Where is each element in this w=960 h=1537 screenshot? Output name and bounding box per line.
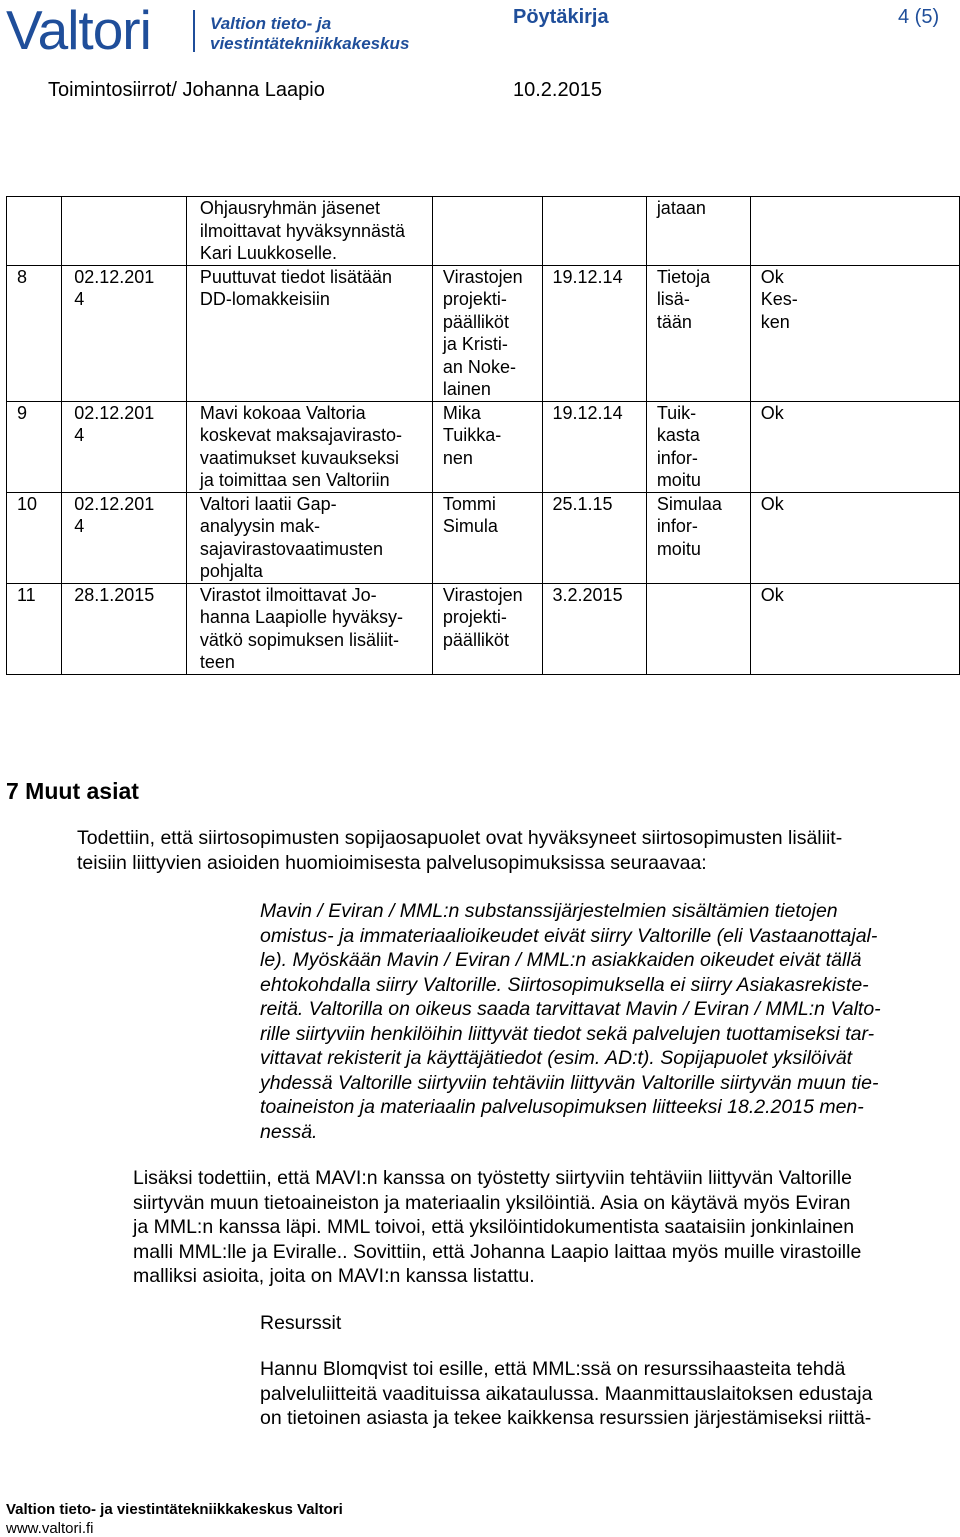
text-line: on tietoinen asiasta ja tekee kaikkensa resurssien järjestämiseksi riittä- [260, 1407, 872, 1429]
cell-text-line: päälliköt [442, 311, 509, 332]
deadline-cell [542, 401, 646, 492]
quoted-agreement-paragraph [260, 899, 881, 1144]
text-line: palveluliitteitä vaadituissa aikataulussa. Maanmittauslaitoksen edustaja [260, 1382, 873, 1405]
cell-text-line: Virastojen [442, 584, 523, 605]
row-number-cell [7, 197, 62, 266]
row-number-cell [7, 265, 62, 401]
text-line: ja MML:n kanssa läpi. MML toivoi, että yksilöintidokumentista saataisiin jonkinlainen [133, 1216, 855, 1238]
cell-text-line: infor- [656, 447, 698, 468]
cell-text-line: 02.12.201 [74, 402, 155, 423]
footer-website-link[interactable]: www.valtori.fi [6, 1520, 94, 1537]
text-line: Todettiin, että siirtosopimusten sopijaosapuolet ovat hyväksyneet siirtosopimusten lisäliit- [77, 827, 843, 849]
cell-text-line: Virastot ilmoittavat Jo- [199, 584, 377, 605]
resources-paragraph [260, 1357, 872, 1431]
text-line: rille siirtyviin henkilöihin liittyvät tiedot sekä palvelujen tuottamiseksi tar- [260, 1022, 875, 1045]
cell-text-line: kasta [656, 425, 700, 445]
logo-divider [193, 10, 195, 52]
cell-text-line: ken [760, 311, 790, 332]
cell-text-line: 28.1.2015 [74, 584, 155, 605]
table-row [7, 583, 960, 674]
table-row [7, 401, 960, 492]
date-cell [62, 583, 187, 674]
decision-cell [750, 583, 959, 674]
document-type: Pöytäkirja [513, 6, 609, 28]
topic-cell [186, 197, 432, 266]
responsible-cell [432, 197, 542, 266]
cell-text-line: 4 [74, 425, 85, 445]
deadline-cell [542, 583, 646, 674]
cell-text-line: hanna Laapiolle hyväksy- [199, 607, 404, 627]
cell-text-line: päälliköt [442, 629, 509, 650]
cell-text-line: sajavirastovaatimusten [199, 538, 383, 559]
tasks-table [6, 196, 960, 675]
status-cell [646, 583, 750, 674]
cell-text-line: nen [442, 447, 473, 468]
row-number-cell [7, 583, 62, 674]
cell-text-line: Mavi kokoaa Valtoria [199, 402, 366, 423]
status-cell [646, 197, 750, 266]
status-cell [646, 265, 750, 401]
row-number-cell [7, 492, 62, 583]
cell-text-line: 02.12.201 [74, 266, 155, 287]
cell-text-line: moitu [656, 470, 701, 490]
cell-text-line: teen [199, 652, 235, 672]
status-cell [646, 401, 750, 492]
section-title: 7 Muut asiat [6, 778, 139, 804]
cell-text-line: Kari Luukkoselle. [199, 243, 337, 263]
topic-cell [186, 265, 432, 401]
deadline-cell [542, 265, 646, 401]
cell-text-line: ilmoittavat hyväksynnästä [199, 220, 405, 241]
cell-text-line: 9 [17, 402, 28, 423]
text-line: teisiin liittyvien asioiden huomioimisesta palvelusopimuksissa seuraavaa: [77, 851, 707, 874]
text-line: siirtyvän muun tietoaineiston ja materiaalin yksilöintiä. Asia on käytävä myös Eviran [133, 1191, 851, 1214]
text-line: nessä. [260, 1120, 318, 1143]
text-line: malli MML:lle ja Eviralle.. Sovittiin, että Johanna Laapio laittaa myös muille virastoille [133, 1240, 862, 1263]
text-line: reitä. Valtorilla on oikeus saada tarvittavat Mavin / Eviran / MML:n Valto- [260, 998, 881, 1020]
cell-text-line: Tommi [442, 493, 496, 514]
cell-text-line: Simulaa [656, 493, 722, 514]
text-line: malliksi asioita, joita on MAVI:n kanssa listattu. [133, 1265, 535, 1287]
cell-text-line: 19.12.14 [552, 266, 623, 287]
cell-text-line: vätkö sopimuksen lisäliit- [199, 629, 399, 650]
decision-cell [750, 197, 959, 266]
cell-text-line: Ok [760, 402, 784, 423]
footer-organization: Valtion tieto- ja viestintätekniikkakeskus Valtori [6, 1501, 343, 1518]
cell-text-line: Simula [442, 516, 498, 536]
text-line: vittavat rekisterit ja käyttäjätiedot (esim. AD:t). Sopijapuolet yksilöivät [260, 1047, 853, 1069]
cell-text-line: 3.2.2015 [552, 584, 623, 605]
cell-text-line: lisä- [656, 289, 690, 309]
cell-text-line: 25.1.15 [552, 493, 613, 514]
cell-text-line: 4 [74, 516, 85, 536]
cell-text-line: Tuik- [656, 402, 697, 423]
cell-text-line: infor- [656, 516, 698, 536]
cell-text-line: Ohjausryhmän jäsenet [199, 198, 380, 218]
logo-subtitle [210, 14, 409, 54]
text-line: ehtokohdalla siirry Valtorille. Siirtosopimuksella ei siirry Asiakasrekiste- [260, 973, 869, 996]
additional-notes-paragraph [133, 1166, 861, 1289]
table-row [7, 492, 960, 583]
cell-text-line: DD-lomakkeisiin [199, 289, 330, 309]
date-cell [62, 265, 187, 401]
text-line: toaineiston ja materiaalin palvelusopimuksen liitteeksi 18.2.2015 men- [260, 1096, 864, 1118]
cell-text-line: jataan [656, 198, 706, 218]
tasks-table-body [7, 197, 960, 675]
cell-text-line: an Noke- [442, 356, 516, 377]
deadline-cell [542, 197, 646, 266]
decision-cell [750, 265, 959, 401]
status-cell [646, 492, 750, 583]
cell-text-line: ja Kristi- [442, 334, 508, 354]
table-row [7, 197, 960, 266]
decision-cell [750, 401, 959, 492]
date-cell [62, 492, 187, 583]
text-line: Hannu Blomqvist toi esille, että MML:ssä on resurssihaasteita tehdä [260, 1358, 846, 1380]
cell-text-line: pohjalta [199, 561, 263, 581]
date-cell [62, 197, 187, 266]
date-cell [62, 401, 187, 492]
responsible-cell [432, 492, 542, 583]
cell-text-line: Mika [442, 402, 481, 423]
text-line: yhdessä Valtorille siirtyviin tehtäviin liittyvän Valtorille siirtyvän muun tie- [260, 1071, 879, 1094]
topic-cell [186, 583, 432, 674]
responsible-cell [432, 265, 542, 401]
document-date: 10.2.2015 [513, 79, 602, 101]
responsible-cell [432, 401, 542, 492]
table-row [7, 265, 960, 401]
logo-subtitle-line: viestintätekniikkakeskus [210, 34, 410, 53]
cell-text-line: 10 [17, 493, 38, 514]
cell-text-line: analyysin mak- [199, 516, 320, 536]
cell-text-line: Kes- [760, 289, 798, 309]
cell-text-line: tään [656, 311, 692, 332]
page-number: 4 (5) [898, 6, 940, 28]
responsible-cell [432, 583, 542, 674]
cell-text-line: koskevat maksajavirasto- [199, 425, 402, 445]
cell-text-line: 11 [17, 584, 36, 605]
cell-text-line: Ok [760, 493, 784, 514]
cell-text-line: Puuttuvat tiedot lisätään [199, 266, 393, 287]
text-line: Mavin / Eviran / MML:n substanssijärjestelmien sisältämien tietojen [260, 900, 838, 922]
cell-text-line: Virastojen [442, 266, 523, 287]
cell-text-line: Tietoja [656, 266, 711, 287]
deadline-cell [542, 492, 646, 583]
row-number-cell [7, 401, 62, 492]
cell-text-line: 8 [17, 266, 28, 287]
cell-text-line: projekti- [442, 289, 507, 309]
cell-text-line: 19.12.14 [552, 402, 623, 423]
cell-text-line: 4 [74, 289, 85, 309]
resources-heading: Resurssit [260, 1312, 342, 1334]
intro-paragraph [77, 826, 842, 875]
text-line: omistus- ja immateriaalioikeudet eivät siirry Valtorille (eli Vastaanottajal- [260, 924, 878, 947]
cell-text-line: ja toimittaa sen Valtoriin [199, 470, 390, 490]
decision-cell [750, 492, 959, 583]
logo-subtitle-line: Valtion tieto- ja [210, 14, 332, 33]
cell-text-line: moitu [656, 538, 701, 559]
cell-text-line: projekti- [442, 607, 507, 627]
topic-cell [186, 401, 432, 492]
cell-text-line: Ok [760, 266, 784, 287]
text-line: le). Myöskään Mavin / Eviran / MML:n asiakkaiden oikeudet eivät tällä [260, 949, 862, 971]
cell-text-line: lainen [442, 379, 491, 399]
cell-text-line: vaatimukset kuvaukseksi [199, 447, 399, 468]
cell-text-line: 02.12.201 [74, 493, 155, 514]
cell-text-line: Tuikka- [442, 425, 502, 445]
cell-text-line: Ok [760, 584, 784, 605]
cell-text-line: Valtori laatii Gap- [199, 493, 337, 514]
topic-cell [186, 492, 432, 583]
valtori-logo: Valtori [6, 0, 151, 61]
text-line: Lisäksi todettiin, että MAVI:n kanssa on työstetty siirtyviin tehtäviin liittyvän Valtorille [133, 1167, 852, 1189]
author-line: Toimintosiirrot/ Johanna Laapio [48, 79, 325, 101]
